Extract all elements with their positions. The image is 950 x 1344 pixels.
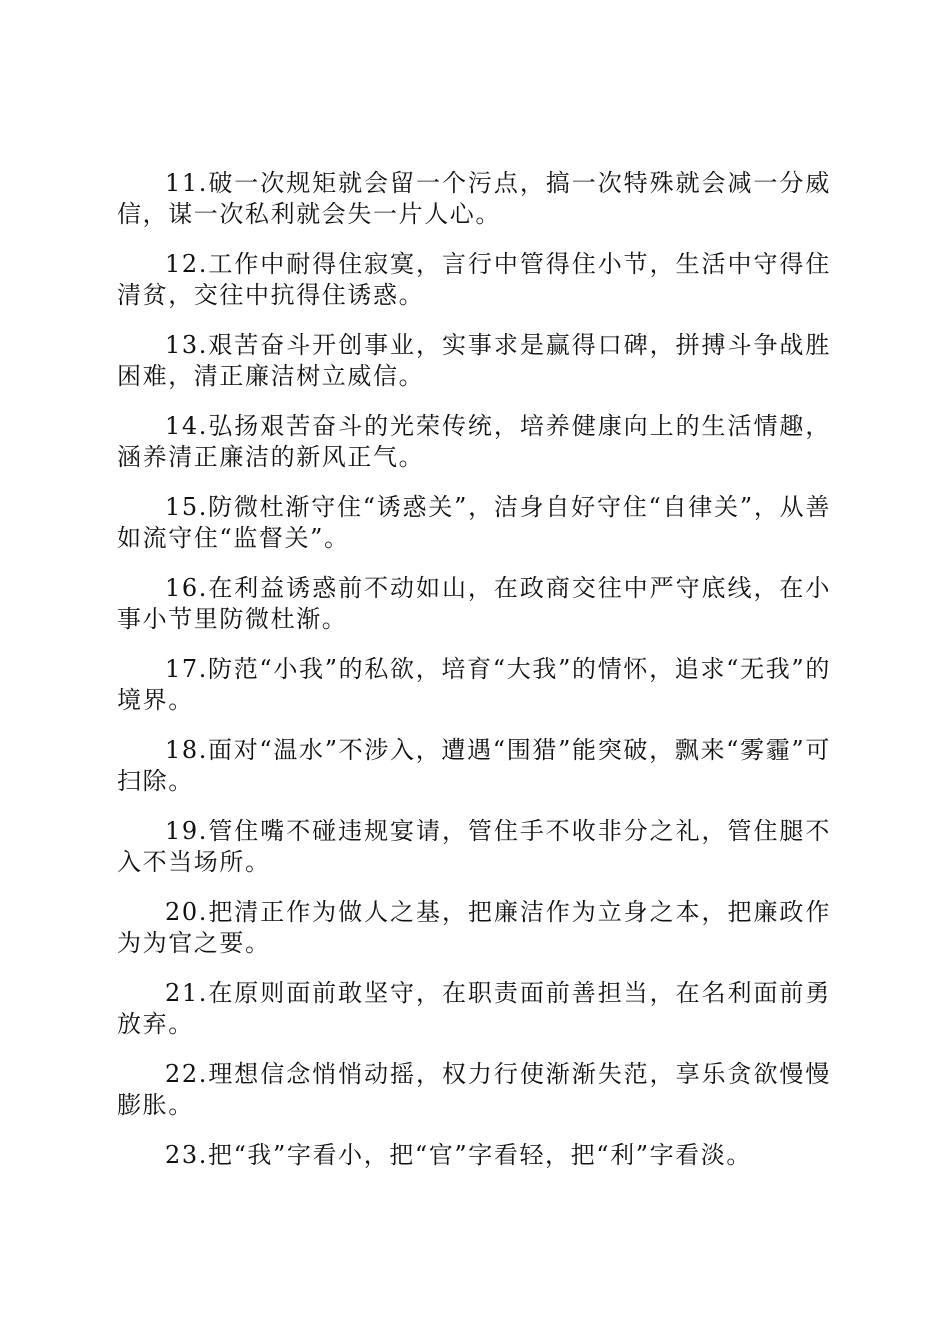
list-item: 16.在利益诱惑前不动如山，在政商交往中严守底线，在小事小节里防微杜渐。 [117, 574, 831, 633]
list-item: 21.在原则面前敢坚守，在职责面前善担当，在名利面前勇放弃。 [117, 979, 831, 1038]
list-item: 22.理想信念悄悄动摇，权力行使渐渐失范，享乐贪欲慢慢膨胀。 [117, 1060, 831, 1119]
list-item: 18.面对“温水”不涉入，遭遇“围猎”能突破，飘来“雾霾”可扫除。 [117, 736, 831, 795]
list-item: 19.管住嘴不碰违规宴请，管住手不收非分之礼，管住腿不入不当场所。 [117, 817, 831, 876]
list-item: 15.防微杜渐守住“诱惑关”，洁身自好守住“自律关”，从善如流守住“监督关”。 [117, 493, 831, 552]
quote-list [117, 168, 831, 1190]
list-item: 20.把清正作为做人之基，把廉洁作为立身之本，把廉政作为为官之要。 [117, 898, 831, 957]
list-item: 11.破一次规矩就会留一个污点，搞一次特殊就会减一分威信，谋一次私利就会失一片人心。 [117, 169, 831, 228]
list-item: 23.把“我”字看小，把“官”字看轻，把“利”字看淡。 [165, 1141, 752, 1169]
list-item: 17.防范“小我”的私欲，培育“大我”的情怀，追求“无我”的境界。 [117, 655, 831, 714]
list-item: 13.艰苦奋斗开创事业，实事求是赢得口碑，拼搏斗争战胜困难，清正廉洁树立威信。 [117, 331, 831, 390]
list-item: 12.工作中耐得住寂寞，言行中管得住小节，生活中守得住清贫，交往中抗得住诱惑。 [117, 250, 831, 309]
list-item: 14.弘扬艰苦奋斗的光荣传统，培养健康向上的生活情趣，涵养清正廉洁的新风正气。 [117, 412, 831, 471]
